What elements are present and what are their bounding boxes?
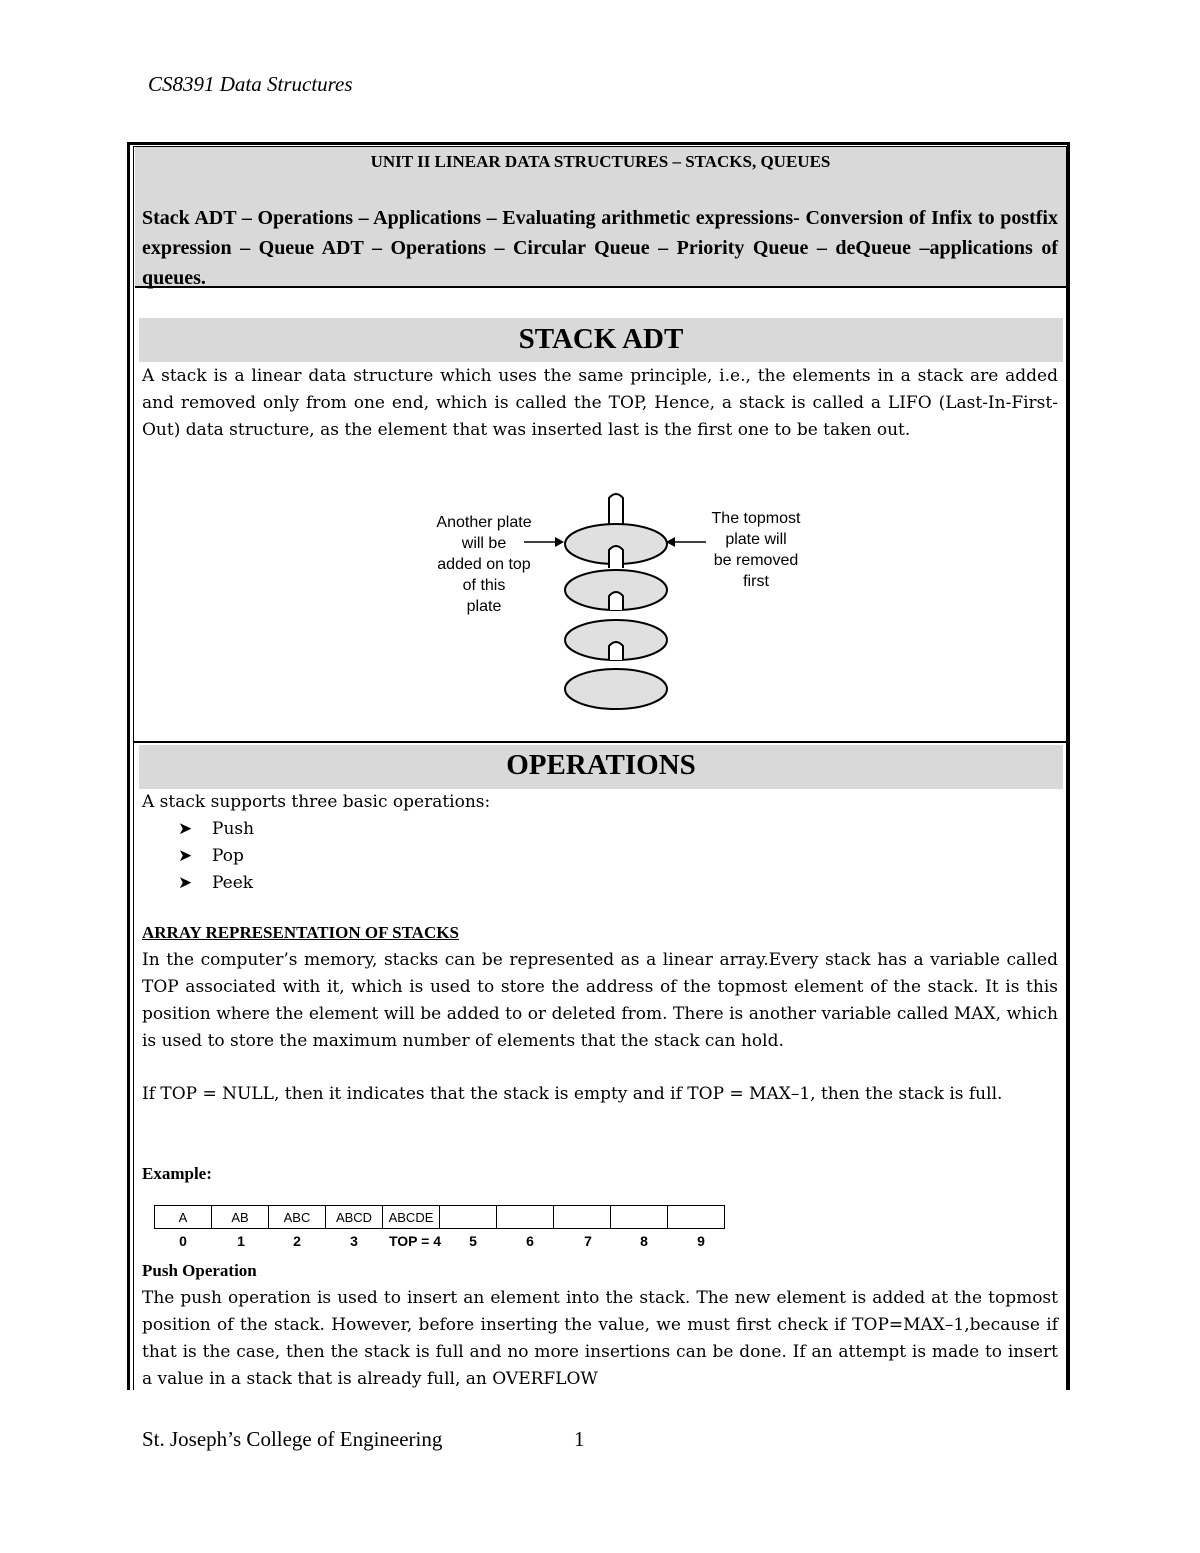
stack-adt-title: STACK ADT: [139, 318, 1063, 362]
array-cell: [611, 1206, 668, 1229]
operations-list: [178, 816, 254, 897]
array-index-top: TOP = 4: [388, 1233, 441, 1249]
array-representation-paragraph: In the computer’s memory, stacks can be represented as a linear array.Every stack has a variable called TOP associated with it, which is used to store the address of the topmost element of the stack. It is this position where the element will be added to or deleted from. There is another variable called MAX, which is used to store the maximum number of elements that the stack can hold.: [142, 950, 1058, 1051]
page-number: 1: [574, 1427, 585, 1451]
bullet-arrow-icon: ➤: [178, 819, 193, 839]
array-index: 7: [584, 1233, 592, 1249]
plate-4: [565, 669, 667, 709]
plate-spindle-3: [609, 592, 623, 610]
list-item: ➤ Push: [178, 816, 254, 843]
array-index: 1: [237, 1233, 245, 1249]
array-cell: [668, 1206, 725, 1229]
array-cell: ABCDE: [383, 1206, 440, 1229]
array-index: 9: [697, 1233, 705, 1249]
bullet-arrow-icon: ➤: [178, 873, 193, 893]
array-index: 5: [469, 1233, 477, 1249]
unit-description: Stack ADT – Operations – Applications – Evaluating arithmetic expressions- Conversion of Infix to postfix expression – Queue ADT – Operations – Circular Queue – Priority Queue – deQueue –applications of queues.: [142, 207, 1058, 289]
array-cell: ABC: [269, 1206, 326, 1229]
array-cell: [440, 1206, 497, 1229]
top-condition-paragraph: If TOP = NULL, then it indicates that the stack is empty and if TOP = MAX–1, then the stack is full.: [142, 1084, 1003, 1104]
document-header: CS8391 Data Structures: [148, 72, 353, 96]
array-cell: AB: [212, 1206, 269, 1229]
figure-right-label: The topmost plate will be removed first: [711, 510, 801, 590]
bullet-arrow-icon: ➤: [178, 846, 193, 866]
example-array: [154, 1205, 725, 1229]
array-representation-heading: ARRAY REPRESENTATION OF STACKS: [142, 923, 459, 942]
figure-left-label: Another plate will be added on top of this plate: [436, 514, 532, 615]
push-operation-paragraph: The push operation is used to insert an element into the stack. The new element is added at the topmost position of the stack. However, before inserting the value, we must first check if TOP=MAX–1,because if that is the case, then the stack is full and no more insertions can be done. If an attempt is made to insert a value in a stack that is already full, an OVERFLOW: [142, 1288, 1058, 1389]
operations-title: OPERATIONS: [139, 745, 1063, 789]
array-index: 0: [179, 1233, 187, 1249]
array-index: 8: [640, 1233, 648, 1249]
stack-adt-paragraph: A stack is a linear data structure which uses the same principle, i.e., the elements in a stack are added and removed only from one end, which is called the TOP, Hence, a stack is called a LIFO (Last-In-First-Out) data structure, as the element that was inserted last is the first one to be taken out.: [142, 366, 1058, 440]
array-cell: [497, 1206, 554, 1229]
push-operation-heading: Push Operation: [142, 1261, 257, 1280]
plate-spindle-4: [609, 642, 623, 660]
stack-of-plates-figure: [540, 488, 690, 713]
list-item: ➤ Pop: [178, 843, 254, 870]
array-index: 2: [293, 1233, 301, 1249]
array-index: 3: [350, 1233, 358, 1249]
footer-college: St. Joseph’s College of Engineering: [142, 1427, 443, 1451]
section-divider: [133, 741, 1067, 743]
array-cell: [554, 1206, 611, 1229]
operations-intro: A stack supports three basic operations:: [142, 792, 491, 812]
array-cell: ABCD: [326, 1206, 383, 1229]
unit-heading: UNIT II LINEAR DATA STRUCTURES – STACKS, QUEUES: [370, 152, 831, 171]
figure-arrows: [520, 530, 720, 554]
array-cell: A: [155, 1206, 212, 1229]
array-index: 6: [526, 1233, 534, 1249]
list-item: ➤ Peek: [178, 870, 254, 897]
example-label: Example:: [142, 1164, 212, 1183]
